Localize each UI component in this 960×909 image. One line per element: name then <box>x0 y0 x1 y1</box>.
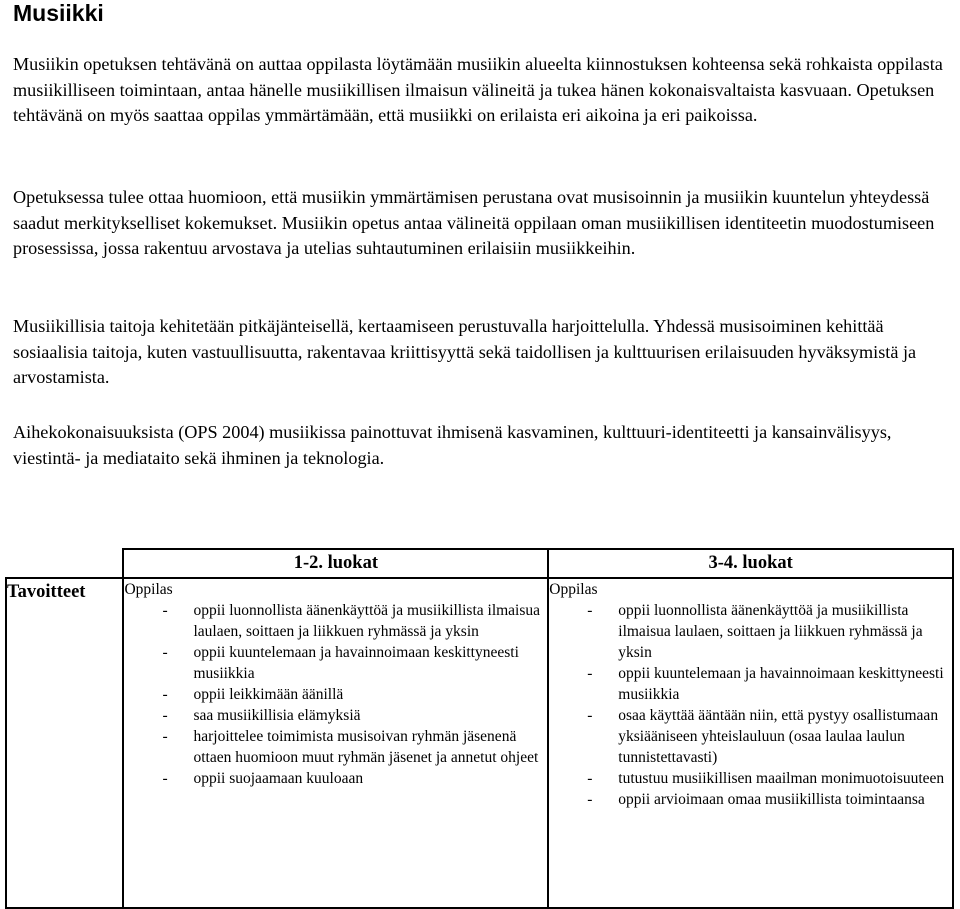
table-corner-cell <box>6 549 123 578</box>
grade-heading-1-2: 1-2. luokat <box>123 549 548 578</box>
pupil-label: Oppilas <box>124 581 173 598</box>
list-item: - harjoittelee toimimista musisoivan ryhmän jäsenenä ottaen huomioon muut ryhmän jäsenet ja annetut ohjeet <box>124 726 547 768</box>
table-header-row <box>6 549 953 578</box>
list-item: - oppii arvioimaan omaa musiikillista toimintaansa <box>549 789 952 810</box>
goals-table <box>5 548 954 909</box>
goals-cell-3-4 <box>548 578 953 908</box>
intro-paragraph-3: Musiikillisia taitoja kehitetään pitkäjänteisellä, kertaamiseen perustuvalla harjoittelulla. Yhdessä musisoiminen kehittää sosiaalisia taitoja, kuten vastuullisuutta, rakentavaa kriittisyyttä sekä taidollisen ja kulttuurisen erilaisuuden hyväksymistä ja arvostamista. <box>13 316 917 388</box>
list-item: - oppii leikkimään äänillä <box>124 684 547 705</box>
page-title: Musiikki <box>13 0 104 26</box>
grade-heading-3-4: 3-4. luokat <box>548 549 953 578</box>
pupil-label: Oppilas <box>549 581 598 598</box>
intro-paragraph-4: Aihekokonaisuuksista (OPS 2004) musiikissa painottuvat ihmisenä kasvaminen, kulttuuri-identiteetti ja kansainvälisyys, viestintä- ja mediataito sekä ihminen ja teknologia. <box>13 422 892 468</box>
goals-cell-1-2 <box>123 578 548 908</box>
list-item: - osaa käyttää ääntään niin, että pystyy osallistumaan yksiääniseen yhteislauluun (osaa laulaa laulun tunnistettavasti) <box>549 705 952 768</box>
list-item: - oppii suojaamaan kuuloaan <box>124 768 547 789</box>
goals-list-3-4 <box>549 600 952 810</box>
intro-paragraph-1: Musiikin opetuksen tehtävänä on auttaa oppilasta löytämään musiikin alueelta kiinnostuksen kohteensa sekä rohkaista oppilasta musiikilliseen toimintaan, antaa hänelle musiikillisen ilmaisun välineitä ja tukea hänen kokonaisvaltaista kasvuaan. Opetuksen tehtävänä on myös saattaa oppilas ymmärtämään, että musiikki on erilaista eri aikoina ja eri paikoissa. <box>13 54 943 126</box>
list-item: - saa musiikillisia elämyksiä <box>124 705 547 726</box>
list-item: - oppii luonnollista äänenkäyttöä ja musiikillista ilmaisua laulaen, soittaen ja liikkuen ryhmässä ja yksin <box>124 600 547 642</box>
list-item: - oppii kuuntelemaan ja havainnoimaan keskittyneesti musiikkia <box>124 642 547 684</box>
row-label-goals: Tavoitteet <box>6 578 123 908</box>
list-item: - tutustuu musiikillisen maailman monimuotoisuuteen <box>549 768 952 789</box>
list-item: - oppii kuuntelemaan ja havainnoimaan keskittyneesti musiikkia <box>549 663 952 705</box>
intro-paragraph-2: Opetuksessa tulee ottaa huomioon, että musiikin ymmärtämisen perustana ovat musisoinnin ja musiikin kuuntelun yhteydessä saadut merkitykselliset kokemukset. Musiikin opetus antaa välineitä oppilaan oman musiikillisen identiteetin muodostumiseen prosessissa, jossa rakentuu arvostava ja utelias suhtautuminen erilaisiin musiikkeihin. <box>13 187 935 259</box>
table-row <box>6 578 953 908</box>
list-item: - oppii luonnollista äänenkäyttöä ja musiikillista ilmaisua laulaen, soittaen ja liikkuen ryhmässä ja yksin <box>549 600 952 663</box>
goals-list-1-2 <box>124 600 547 789</box>
